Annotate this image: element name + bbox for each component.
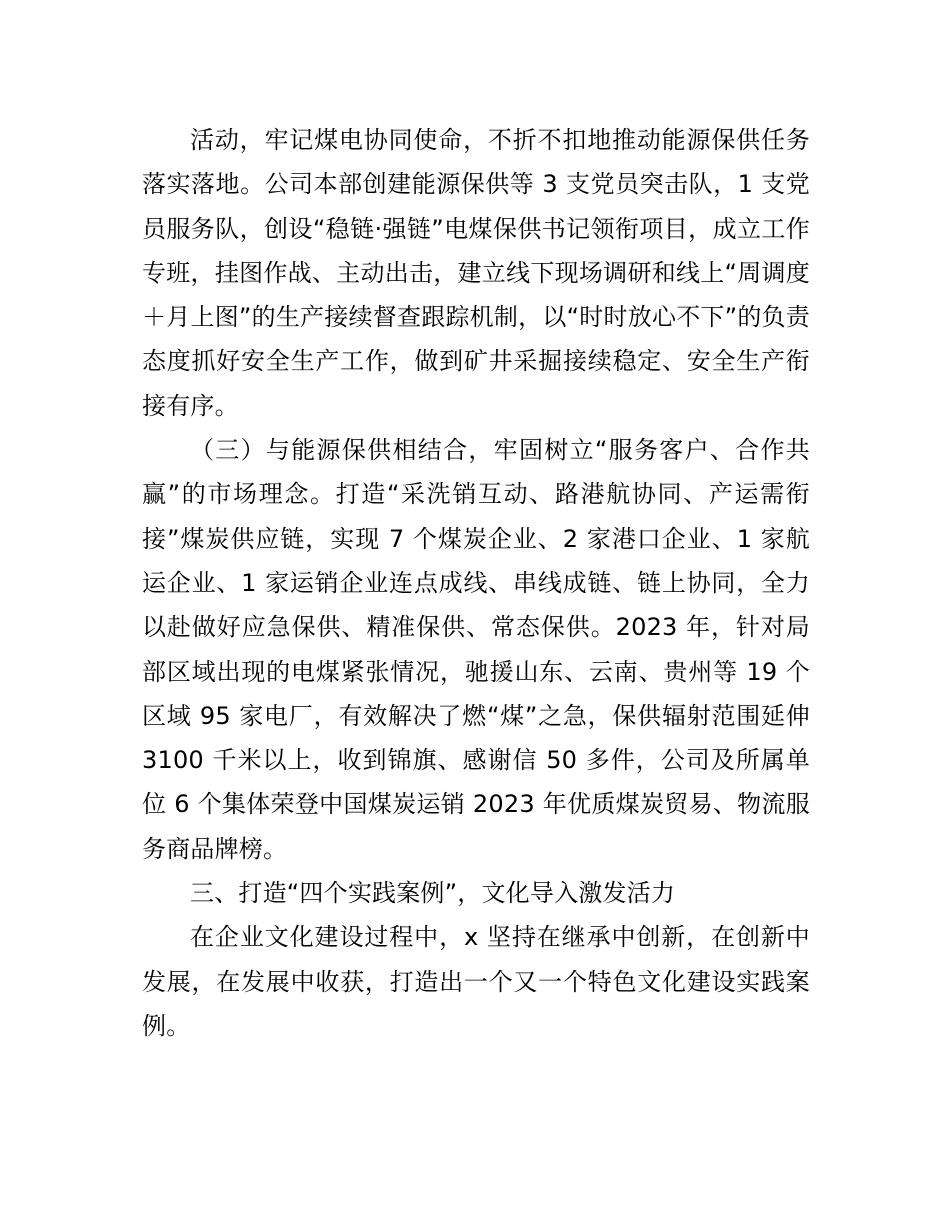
document-body [142, 118, 810, 1048]
paragraph-energy-supply: （三）与能源保供相结合，牢固树立“服务客户、合作共赢”的市场理念。打造“采洗销互动、路港航协同、产运需衔接”煤炭供应链，实现 7 个煤炭企业、2 家港口企业、1 家航运企业、1 家运销企业连点成线、串线成链、链上协同，全力以赴做好应急保供、精准保供、常态保供。2023 年，针对局部区域出现的电煤紧张情况，驰援山东、云南、贵州等 19 个区域 95 家电厂，有效解决了燃“煤”之急，保供辐射范围延伸 3100 千米以上，收到锦旗、感谢信 50 多件，公司及所属单位 6 个集体荣登中国煤炭运销 2023 年优质煤炭贸易、物流服务商品牌榜。 [142, 436, 810, 863]
section-heading-practice-cases: 三、打造“四个实践案例”，文化导入激发活力 [190, 879, 676, 908]
paragraph-coal-power-mission: 活动，牢记煤电协同使命，不折不扣地推动能源保供任务落实落地。公司本部创建能源保供等 3 支党员突击队，1 支党员服务队，创设“稳链·强链”电煤保供书记领衔项目，成立工作专班，挂图作战、主动出击，建立线下现场调研和线上“周调度＋月上图”的生产接续督查跟踪机制，以“时时放心不下”的负责态度抓好安全生产工作，做到矿井采掘接续稳定、安全生产衔接有序。 [142, 126, 810, 420]
paragraph-culture-building: 在企业文化建设过程中，x 坚持在继承中创新，在创新中发展，在发展中收获，打造出一个又一个特色文化建设实践案例。 [142, 923, 810, 1040]
